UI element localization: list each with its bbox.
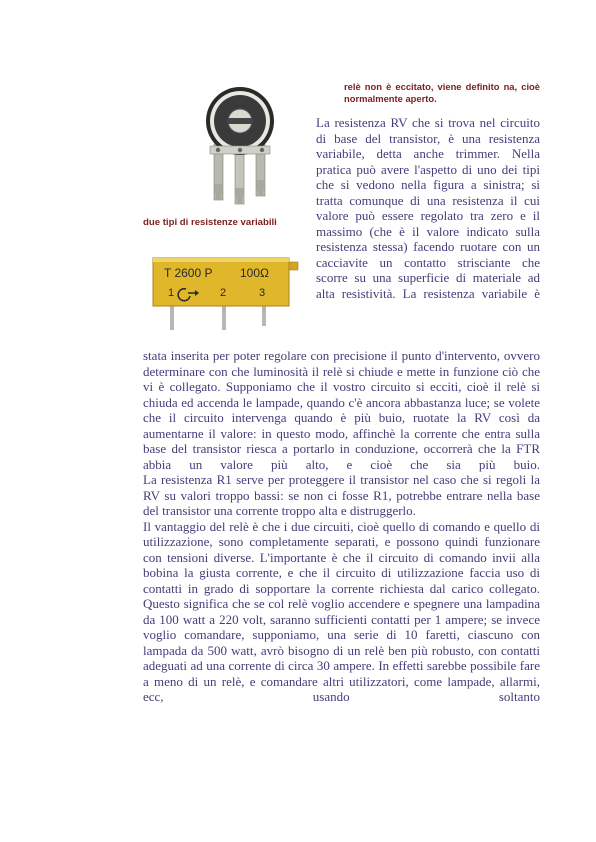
paragraph-rele-advantage: Il vantaggio del relè è che i due circuiti, cioè quello di comando e quello di utilizzazione, sono completamente separati, e possono quindi funzionare con tensioni diverse. L'importante è che il circuito di comando invii alla bobina la giusta corrente, e che il circuito di utilizzazione faccia uso di contatti in grado di sopportare la corrente richiesta dal carico collegato. Questo significa che se col relè voglio accendere e spegnere una lampadina da 100 watt a 220 volt, saranno sufficienti contatti per 1 ampere; se invece voglio comandare, supponiamo, una serie di 10 faretti, ciascuno con lampada da 500 watt, avrò bisogno di un relè ben più robusto, con contatti adeguati ad una corrente di circa 30 ampere. In effetti sarebbe possibile fare a meno di un relè, e comandare altri utilizzatori, come lampade, allarmi, ecc, usando soltanto	[143, 518, 540, 704]
trimmer-marking: T 2600 P	[164, 266, 213, 280]
trimmer-pin-1: 1	[168, 287, 175, 299]
trimmer-pin-2: 2	[220, 287, 227, 299]
paragraph-r1: La resistenza R1 serve per proteggere il transistor nel caso che si regoli la RV su valori troppo bassi: se non ci fosse R1, potrebbe entrare nella base del transistor una corrente troppo alta e distruggerlo.	[143, 472, 540, 518]
wide-column	[143, 348, 540, 705]
narrow-column	[316, 115, 540, 301]
figure-caption: due tipi di resistenze variabili	[143, 217, 277, 228]
rectangular-trimmer-image	[150, 252, 300, 332]
trimmer-pin-3: 3	[259, 287, 266, 299]
top-caption: relè non è eccitato, viene definito na, cioè normalmente aperto.	[344, 81, 540, 104]
trimmer-value: 100Ω	[240, 266, 269, 280]
paragraph-rv-intro: La resistenza RV che si trova nel circuito di base del transistor, è una resistenza variabile, detta anche trimmer. Nella pratica può avere l'aspetto di uno dei tipi che si vedono nella figura a sinistra; si tratta comunque di una resistenza il cui valore può essere regolato tra zero e il massimo (che è il valore indicato sulla resistenza stessa) facendo ruotare con un cacciavite un contatto strisciante che scorre su una superficie di materiale ad alta resistività. La resistenza variabile è	[316, 115, 540, 301]
paragraph-rv-regulation: stata inserita per poter regolare con precisione il punto d'intervento, ovvero determinare con che luminosità il relè si chiude e mette in funzione ciò che vi è collegato. Supponiamo che il vostro circuito si ecciti, cioè il relè si chiuda ed accenda le lampade, quando c'è ancora abbastanza luce; se volete che il circuito intervenga quando è più buio, ruotate la RV così da aumentarne il valore: in questo modo, affinchè la corrente che entra sulla base del transistor riesca a portarlo in conduzione, occorrerà che la FTR abbia un valore più alto, e cioè che sia più buio.	[143, 348, 540, 472]
round-trimmer-image	[190, 86, 290, 208]
